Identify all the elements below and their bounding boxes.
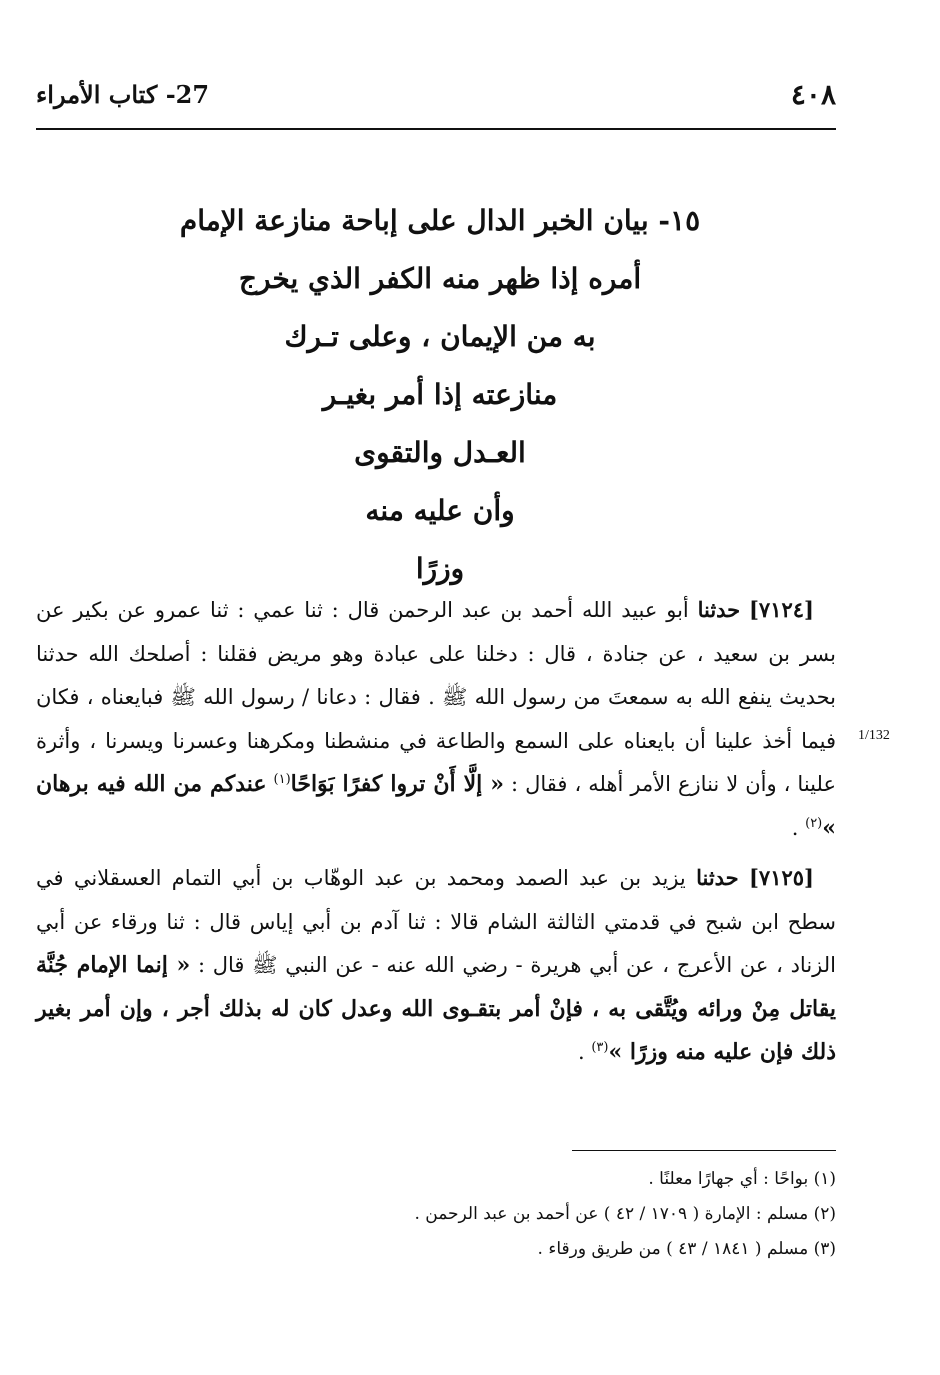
- header-divider: [36, 128, 836, 130]
- hadith-intro: حدثنا: [696, 865, 739, 890]
- hadith-paragraph: [36, 588, 836, 850]
- footnote-ref[interactable]: (٢): [805, 815, 823, 831]
- footnote-ref[interactable]: (١): [273, 772, 291, 787]
- footnote-ref[interactable]: (٣): [591, 1040, 609, 1055]
- hadith-quote: « إلَّا أَنْ تروا كفرًا بَوَاحًا: [290, 771, 505, 797]
- section-heading: [140, 192, 740, 598]
- sentence-end: .: [577, 1040, 585, 1064]
- footnote: (٣) مسلم ( ١٨٤١ / ٤٣ ) من طريق ورقاء .: [537, 1239, 836, 1259]
- heading-line: أمره إذا ظهر منه الكفر الذي يخرج: [238, 262, 642, 295]
- footnote-divider: [572, 1150, 836, 1151]
- page-header: [36, 78, 836, 118]
- hadith-paragraph: [36, 856, 836, 1075]
- footnotes: [36, 1162, 836, 1267]
- heading-line: وأن عليه منه: [365, 494, 515, 527]
- margin-manuscript-ref: 1/132: [858, 728, 890, 743]
- footnote: (٢) مسلم : الإمارة ( ١٧٠٩ / ٤٢ ) عن أحمد بن عبد الرحمن .: [414, 1204, 836, 1224]
- heading-line: ١٥- بيان الخبر الدال على إباحة منازعة الإمام: [179, 204, 701, 237]
- body-text: [36, 588, 836, 1081]
- heading-line: به من الإيمان ، وعلى تـرك: [284, 320, 596, 353]
- hadith-quote: عندكم من الله فيه برهان »: [36, 771, 836, 841]
- hadith-chain: أبو عبيد الله أحمد بن عبد الرحمن قال : ثنا عمي : ثنا عمرو عن بكير عن بسر بن سعيد ، عن جنادة ، قال : دخلنا على عبادة وهو مريض فقلنا : أصلحك الله حدثنا بحديث ينفع الله به سمعتَ من رسول الله ﷺ . فقال : دعانا / رسول الله ﷺ فبايعناه ، فكان فيما أخذ علينا أن بايعناه على السمع والطاعة في منشطنا ومكرهنا وعسرنا ويسرنا ، وأثرة علينا ، وأن لا ننازع الأمر أهله ، فقال :: [36, 598, 836, 796]
- footnote: (١) بواحًا : أي جهارًا معلنًا .: [648, 1169, 836, 1189]
- heading-line: العـدل والتقوى: [354, 436, 526, 469]
- heading-line: منازعته إذا أمر بغيـر: [322, 378, 558, 411]
- sentence-end: .: [791, 815, 799, 840]
- page-number: ٤٠٨: [790, 78, 836, 111]
- hadith-intro: حدثنا: [697, 597, 741, 622]
- hadith-number: [٧١٢٤]: [748, 597, 814, 622]
- hadith-quote: « إنما الإمام جُنَّة يقاتل مِنْ ورائه ويُتَّقى به ، فإنْ أمر بتقـوى الله وعدل كان له بذلك أجر ، وإن أمر بغير ذلك فإن عليه منه وزرًا »: [36, 952, 836, 1065]
- heading-line: وزرًا: [415, 552, 465, 585]
- hadith-chain: يزيد بن عبد الصمد ومحمد بن عبد الوهّاب بن أبي التمام العسقلاني في سطح ابن شبح في قدمتي الثالثة الشام قالا : ثنا آدم بن أبي إياس قال : ثنا ورقاء عن أبي الزناد ، عن الأعرج ، عن أبي هريرة - رضي الله عنه - عن النبي ﷺ قال :: [36, 866, 836, 977]
- hadith-number: [٧١٢٥]: [748, 865, 814, 890]
- chapter-title: 27- كتاب الأمراء: [36, 80, 210, 109]
